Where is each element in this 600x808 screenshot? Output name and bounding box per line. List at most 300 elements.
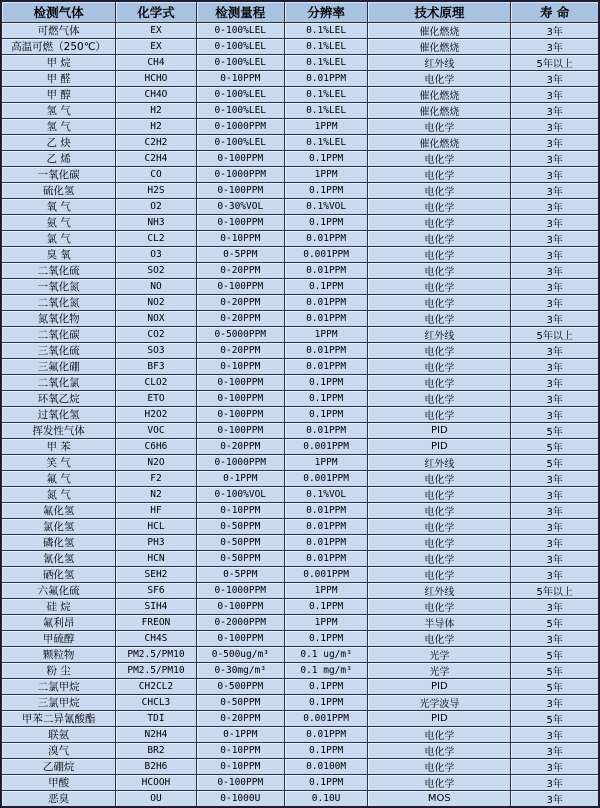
cell-range: 0-50PPM [196, 518, 284, 534]
cell-principle: 半导体 [367, 614, 510, 630]
cell-range: 0-100%LEL [196, 102, 284, 118]
table-row [2, 742, 598, 758]
cell-resolution: 0.1%LEL [284, 102, 367, 118]
cell-formula: ETO [115, 390, 195, 406]
cell-range: 0-5PPM [196, 246, 284, 262]
cell-life: 3年 [510, 470, 598, 486]
cell-range: 0-50PPM [196, 550, 284, 566]
table-row [2, 214, 598, 230]
cell-life: 5年 [510, 710, 598, 726]
cell-principle: 电化学 [367, 534, 510, 550]
cell-resolution: 0.1PPM [284, 678, 367, 694]
cell-principle: 光学 [367, 646, 510, 662]
cell-life: 3年 [510, 486, 598, 502]
cell-principle: 电化学 [367, 342, 510, 358]
cell-range: 0-10PPM [196, 230, 284, 246]
cell-range: 0-50PPM [196, 694, 284, 710]
table-row [2, 374, 598, 390]
cell-resolution: 0.01PPM [284, 534, 367, 550]
cell-principle: PID [367, 678, 510, 694]
cell-principle: 电化学 [367, 150, 510, 166]
cell-resolution: 0.01PPM [284, 342, 367, 358]
cell-range: 0-100PPM [196, 374, 284, 390]
cell-principle: 电化学 [367, 598, 510, 614]
cell-principle: 电化学 [367, 310, 510, 326]
cell-resolution: 0.001PPM [284, 438, 367, 454]
table-row [2, 310, 598, 326]
cell-gas: 挥发性气体 [2, 422, 115, 438]
table-row [2, 38, 598, 54]
cell-gas: 氧 气 [2, 198, 115, 214]
table-row [2, 710, 598, 726]
cell-formula: B2H6 [115, 758, 195, 774]
cell-range: 0-20PPM [196, 262, 284, 278]
table-row [2, 694, 598, 710]
table-row [2, 790, 598, 806]
cell-gas: 氨 气 [2, 214, 115, 230]
cell-range: 0-100%VOL [196, 486, 284, 502]
cell-gas: 磷化氢 [2, 534, 115, 550]
cell-formula: HCHO [115, 70, 195, 86]
cell-resolution: 0.1PPM [284, 278, 367, 294]
cell-resolution: 0.1%LEL [284, 22, 367, 38]
cell-resolution: 0.1%VOL [284, 486, 367, 502]
table-row [2, 358, 598, 374]
cell-formula: TDI [115, 710, 195, 726]
table-row [2, 166, 598, 182]
cell-principle: 电化学 [367, 406, 510, 422]
cell-principle: 电化学 [367, 630, 510, 646]
cell-range: 0-100PPM [196, 598, 284, 614]
cell-gas: 氰化氢 [2, 550, 115, 566]
cell-principle: 电化学 [367, 358, 510, 374]
cell-life: 3年 [510, 134, 598, 150]
cell-formula: H2S [115, 182, 195, 198]
cell-principle: 电化学 [367, 502, 510, 518]
cell-resolution: 0.1PPM [284, 694, 367, 710]
cell-resolution: 0.01PPM [284, 230, 367, 246]
cell-life: 3年 [510, 518, 598, 534]
cell-life: 3年 [510, 406, 598, 422]
cell-life: 3年 [510, 310, 598, 326]
table-row [2, 422, 598, 438]
cell-range: 0-1PPM [196, 726, 284, 742]
cell-formula: HF [115, 502, 195, 518]
cell-principle: PID [367, 710, 510, 726]
cell-range: 0-20PPM [196, 294, 284, 310]
cell-life: 3年 [510, 38, 598, 54]
cell-life: 3年 [510, 790, 598, 806]
cell-life: 5年以上 [510, 326, 598, 342]
cell-gas: 高温可燃（250℃） [2, 38, 115, 54]
cell-resolution: 0.1%LEL [284, 38, 367, 54]
cell-formula: CHCL3 [115, 694, 195, 710]
cell-resolution: 0.01PPM [284, 518, 367, 534]
cell-gas: 一氧化碳 [2, 166, 115, 182]
cell-gas: 硅 烷 [2, 598, 115, 614]
table-row [2, 118, 598, 134]
cell-gas: 乙硼烷 [2, 758, 115, 774]
cell-principle: 电化学 [367, 70, 510, 86]
cell-resolution: 0.1PPM [284, 742, 367, 758]
cell-principle: PID [367, 422, 510, 438]
table-row [2, 566, 598, 582]
table-row [2, 550, 598, 566]
cell-formula: BF3 [115, 358, 195, 374]
cell-resolution: 0.1 mg/m³ [284, 662, 367, 678]
cell-resolution: 0.01PPM [284, 726, 367, 742]
cell-principle: 催化燃烧 [367, 134, 510, 150]
cell-formula: SEH2 [115, 566, 195, 582]
cell-life: 3年 [510, 22, 598, 38]
cell-principle: 电化学 [367, 550, 510, 566]
cell-principle: 电化学 [367, 518, 510, 534]
table-row [2, 390, 598, 406]
cell-gas: 二氧化氮 [2, 294, 115, 310]
cell-formula: CH4O [115, 86, 195, 102]
cell-resolution: 0.01PPM [284, 358, 367, 374]
cell-range: 0-30%VOL [196, 198, 284, 214]
cell-resolution: 0.1PPM [284, 214, 367, 230]
cell-life: 3年 [510, 358, 598, 374]
cell-resolution: 0.01PPM [284, 294, 367, 310]
table-row [2, 198, 598, 214]
cell-resolution: 1PPM [284, 118, 367, 134]
table-row [2, 502, 598, 518]
cell-formula: N2H4 [115, 726, 195, 742]
cell-principle: 电化学 [367, 470, 510, 486]
cell-gas: 氟化氢 [2, 502, 115, 518]
cell-resolution: 0.1%VOL [284, 198, 367, 214]
cell-formula: OU [115, 790, 195, 806]
cell-resolution: 0.001PPM [284, 470, 367, 486]
cell-range: 0-100PPM [196, 390, 284, 406]
cell-resolution: 0.01PPM [284, 422, 367, 438]
cell-gas: 甲 醇 [2, 86, 115, 102]
cell-gas: 氟利昂 [2, 614, 115, 630]
table-row [2, 678, 598, 694]
cell-formula: O2 [115, 198, 195, 214]
cell-principle: 光学 [367, 662, 510, 678]
cell-formula: NO [115, 278, 195, 294]
cell-life: 3年 [510, 294, 598, 310]
cell-gas: 溴气 [2, 742, 115, 758]
cell-range: 0-1000PPM [196, 118, 284, 134]
table-row [2, 438, 598, 454]
cell-gas: 甲 烷 [2, 54, 115, 70]
cell-resolution: 0.01PPM [284, 310, 367, 326]
cell-resolution: 0.1PPM [284, 630, 367, 646]
cell-gas: 乙 烯 [2, 150, 115, 166]
cell-principle: 电化学 [367, 230, 510, 246]
cell-formula: CH2CL2 [115, 678, 195, 694]
table-row [2, 598, 598, 614]
cell-formula: EX [115, 22, 195, 38]
cell-gas: 乙 炔 [2, 134, 115, 150]
cell-principle: 红外线 [367, 326, 510, 342]
cell-gas: 氢 气 [2, 118, 115, 134]
cell-principle: 电化学 [367, 742, 510, 758]
cell-formula: PH3 [115, 534, 195, 550]
cell-resolution: 0.01PPM [284, 502, 367, 518]
cell-life: 5年 [510, 454, 598, 470]
cell-life: 3年 [510, 182, 598, 198]
cell-gas: 三氟化硼 [2, 358, 115, 374]
cell-gas: 二氯甲烷 [2, 678, 115, 694]
table-header [2, 2, 598, 22]
cell-life: 5年 [510, 662, 598, 678]
cell-life: 3年 [510, 502, 598, 518]
cell-life: 3年 [510, 70, 598, 86]
table-row [2, 150, 598, 166]
cell-life: 3年 [510, 598, 598, 614]
cell-formula: PM2.5/PM10 [115, 646, 195, 662]
cell-gas: 过氧化氢 [2, 406, 115, 422]
cell-gas: 臭 氧 [2, 246, 115, 262]
cell-life: 3年 [510, 102, 598, 118]
cell-formula: NH3 [115, 214, 195, 230]
cell-formula: N2 [115, 486, 195, 502]
table-row [2, 294, 598, 310]
cell-principle: MOS [367, 790, 510, 806]
column-header-principle: 技术原理 [367, 2, 510, 22]
table-row [2, 262, 598, 278]
cell-principle: 电化学 [367, 262, 510, 278]
cell-range: 0-30mg/m³ [196, 662, 284, 678]
cell-resolution: 0.01PPM [284, 70, 367, 86]
cell-gas: 可燃气体 [2, 22, 115, 38]
cell-range: 0-100PPM [196, 278, 284, 294]
cell-formula: SO2 [115, 262, 195, 278]
cell-principle: 催化燃烧 [367, 22, 510, 38]
cell-life: 5年 [510, 646, 598, 662]
table-row [2, 22, 598, 38]
cell-range: 0-100%LEL [196, 38, 284, 54]
cell-principle: 催化燃烧 [367, 102, 510, 118]
table-row [2, 726, 598, 742]
cell-formula: HCN [115, 550, 195, 566]
cell-range: 0-1000U [196, 790, 284, 806]
header-row [2, 2, 598, 22]
cell-gas: 联氨 [2, 726, 115, 742]
cell-principle: 电化学 [367, 390, 510, 406]
cell-formula: NO2 [115, 294, 195, 310]
cell-range: 0-5PPM [196, 566, 284, 582]
cell-gas: 氮 气 [2, 486, 115, 502]
cell-range: 0-100PPM [196, 774, 284, 790]
cell-formula: F2 [115, 470, 195, 486]
cell-life: 3年 [510, 694, 598, 710]
cell-formula: VOC [115, 422, 195, 438]
cell-resolution: 0.1%LEL [284, 86, 367, 102]
cell-gas: 硫化氢 [2, 182, 115, 198]
table-row [2, 182, 598, 198]
cell-formula: CO [115, 166, 195, 182]
cell-gas: 二氧化硫 [2, 262, 115, 278]
cell-life: 5年 [510, 678, 598, 694]
cell-range: 0-100%LEL [196, 134, 284, 150]
cell-range: 0-20PPM [196, 710, 284, 726]
table-row [2, 326, 598, 342]
cell-resolution: 0.1PPM [284, 150, 367, 166]
cell-range: 0-2000PPM [196, 614, 284, 630]
cell-range: 0-100PPM [196, 406, 284, 422]
cell-life: 3年 [510, 774, 598, 790]
cell-range: 0-10PPM [196, 742, 284, 758]
cell-principle: PID [367, 438, 510, 454]
cell-principle: 催化燃烧 [367, 38, 510, 54]
table-row [2, 246, 598, 262]
cell-formula: C2H4 [115, 150, 195, 166]
cell-gas: 甲硫醇 [2, 630, 115, 646]
cell-formula: BR2 [115, 742, 195, 758]
cell-principle: 红外线 [367, 582, 510, 598]
cell-formula: SF6 [115, 582, 195, 598]
cell-range: 0-100PPM [196, 630, 284, 646]
cell-range: 0-1PPM [196, 470, 284, 486]
cell-range: 0-100PPM [196, 150, 284, 166]
cell-range: 0-10PPM [196, 358, 284, 374]
cell-range: 0-10PPM [196, 70, 284, 86]
table-row [2, 662, 598, 678]
cell-life: 3年 [510, 278, 598, 294]
cell-principle: 电化学 [367, 246, 510, 262]
cell-life: 3年 [510, 534, 598, 550]
table-row [2, 406, 598, 422]
cell-range: 0-1000PPM [196, 166, 284, 182]
cell-formula: CO2 [115, 326, 195, 342]
cell-resolution: 0.1PPM [284, 374, 367, 390]
cell-gas: 氢 气 [2, 102, 115, 118]
cell-resolution: 0.001PPM [284, 710, 367, 726]
cell-gas: 甲酸 [2, 774, 115, 790]
cell-formula: C2H2 [115, 134, 195, 150]
column-header-gas: 检测气体 [2, 2, 115, 22]
cell-formula: CL2 [115, 230, 195, 246]
table-row [2, 614, 598, 630]
table-body [2, 22, 598, 806]
cell-gas: 氮氧化物 [2, 310, 115, 326]
cell-life: 5年 [510, 438, 598, 454]
cell-range: 0-500PPM [196, 678, 284, 694]
cell-range: 0-1000PPM [196, 582, 284, 598]
cell-life: 3年 [510, 374, 598, 390]
table-row [2, 470, 598, 486]
cell-life: 5年以上 [510, 582, 598, 598]
cell-life: 3年 [510, 166, 598, 182]
cell-principle: 光学波导 [367, 694, 510, 710]
cell-principle: 电化学 [367, 118, 510, 134]
cell-principle: 电化学 [367, 486, 510, 502]
cell-formula: HCL [115, 518, 195, 534]
cell-principle: 电化学 [367, 294, 510, 310]
table-row [2, 534, 598, 550]
column-header-resolution: 分辨率 [284, 2, 367, 22]
cell-gas: 硒化氢 [2, 566, 115, 582]
cell-resolution: 0.01PPM [284, 550, 367, 566]
cell-life: 3年 [510, 390, 598, 406]
cell-life: 3年 [510, 630, 598, 646]
cell-resolution: 0.1PPM [284, 598, 367, 614]
cell-resolution: 0.1PPM [284, 774, 367, 790]
cell-life: 3年 [510, 550, 598, 566]
cell-life: 3年 [510, 246, 598, 262]
cell-formula: O3 [115, 246, 195, 262]
cell-gas: 二氧化氯 [2, 374, 115, 390]
cell-gas: 一氧化氮 [2, 278, 115, 294]
cell-formula: N2O [115, 454, 195, 470]
cell-life: 3年 [510, 726, 598, 742]
table-row [2, 102, 598, 118]
cell-principle: 电化学 [367, 774, 510, 790]
cell-gas: 粉 尘 [2, 662, 115, 678]
cell-life: 3年 [510, 198, 598, 214]
cell-resolution: 0.10U [284, 790, 367, 806]
cell-life: 3年 [510, 86, 598, 102]
table-row [2, 518, 598, 534]
cell-gas: 甲 苯 [2, 438, 115, 454]
cell-resolution: 1PPM [284, 166, 367, 182]
cell-principle: 电化学 [367, 566, 510, 582]
cell-range: 0-20PPM [196, 438, 284, 454]
cell-principle: 电化学 [367, 726, 510, 742]
table-row [2, 454, 598, 470]
cell-formula: NOX [115, 310, 195, 326]
cell-life: 3年 [510, 118, 598, 134]
cell-range: 0-50PPM [196, 534, 284, 550]
cell-life: 3年 [510, 214, 598, 230]
cell-principle: 催化燃烧 [367, 86, 510, 102]
cell-resolution: 1PPM [284, 582, 367, 598]
cell-resolution: 1PPM [284, 454, 367, 470]
table-row [2, 86, 598, 102]
cell-formula: CH4 [115, 54, 195, 70]
cell-range: 0-100PPM [196, 214, 284, 230]
cell-principle: 电化学 [367, 166, 510, 182]
cell-gas: 二氧化碳 [2, 326, 115, 342]
cell-principle: 电化学 [367, 214, 510, 230]
cell-life: 3年 [510, 566, 598, 582]
cell-gas: 颗粒物 [2, 646, 115, 662]
cell-life: 5年 [510, 614, 598, 630]
cell-formula: HCOOH [115, 774, 195, 790]
table-row [2, 630, 598, 646]
table-row [2, 486, 598, 502]
cell-life: 3年 [510, 150, 598, 166]
cell-life: 3年 [510, 230, 598, 246]
cell-gas: 氯 气 [2, 230, 115, 246]
table-row [2, 70, 598, 86]
cell-life: 5年以上 [510, 54, 598, 70]
table-row [2, 134, 598, 150]
cell-formula: H2 [115, 118, 195, 134]
cell-formula: H2 [115, 102, 195, 118]
cell-resolution: 0.1%LEL [284, 54, 367, 70]
cell-principle: 电化学 [367, 198, 510, 214]
cell-formula: SO3 [115, 342, 195, 358]
cell-gas: 三氯甲烷 [2, 694, 115, 710]
table-row [2, 646, 598, 662]
cell-resolution: 1PPM [284, 614, 367, 630]
cell-life: 3年 [510, 262, 598, 278]
cell-principle: 电化学 [367, 278, 510, 294]
cell-formula: CH4S [115, 630, 195, 646]
cell-resolution: 0.001PPM [284, 566, 367, 582]
cell-range: 0-100PPM [196, 182, 284, 198]
column-header-formula: 化学式 [115, 2, 195, 22]
column-header-range: 检测量程 [196, 2, 284, 22]
table-row [2, 278, 598, 294]
